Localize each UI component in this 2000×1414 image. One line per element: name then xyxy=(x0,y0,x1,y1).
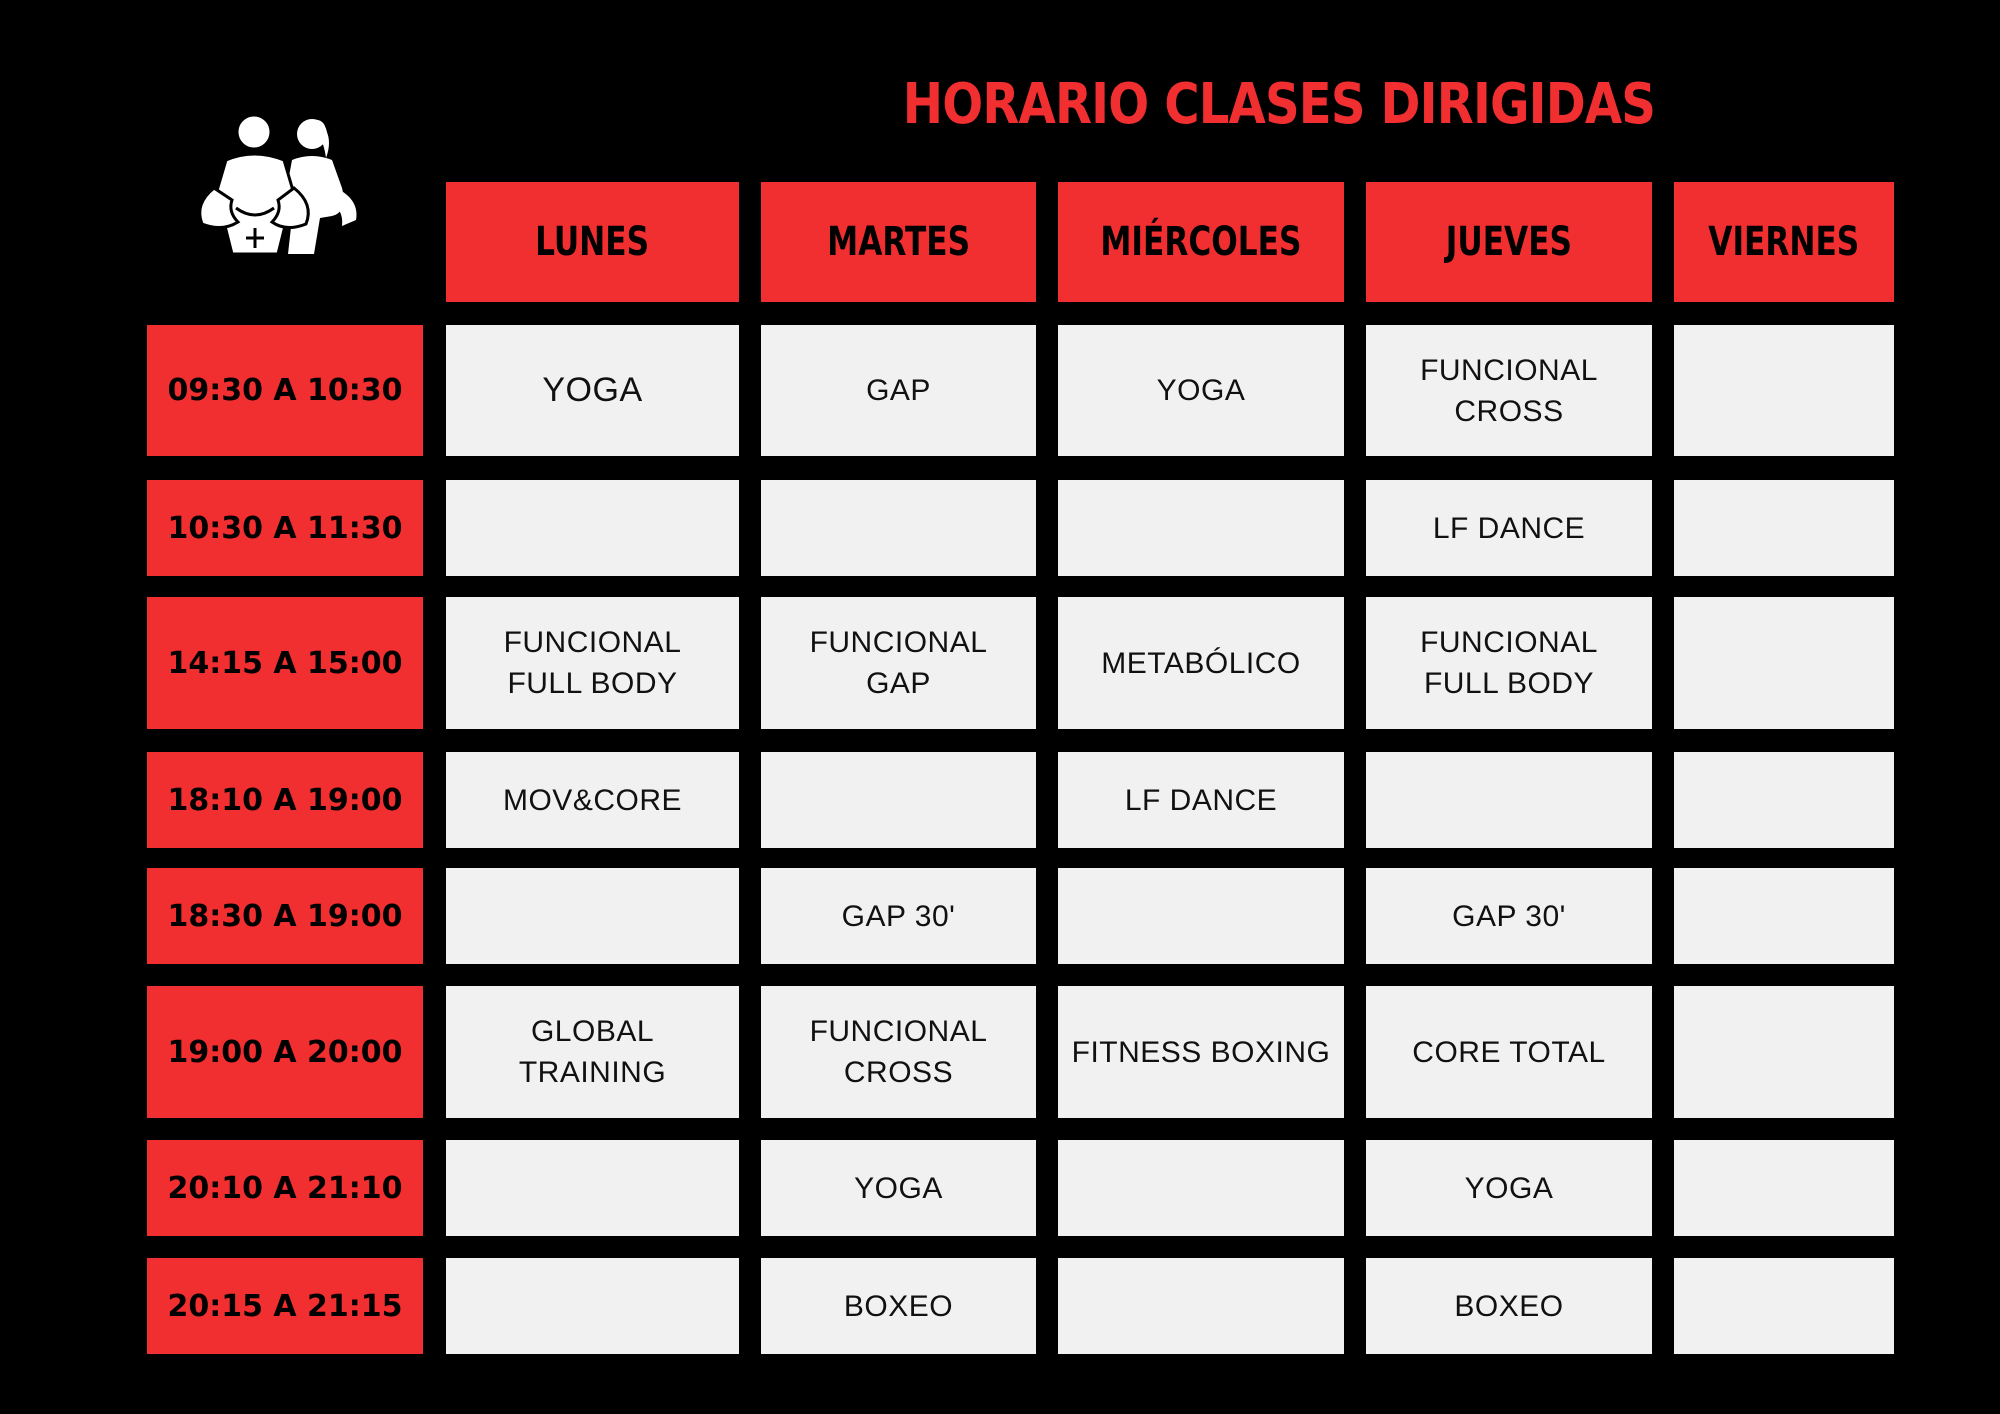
class-cell-martes xyxy=(761,480,1036,576)
class-cell-lunes xyxy=(446,1258,739,1354)
day-header-label: MARTES xyxy=(827,219,970,265)
class-cell-jueves: LF DANCE xyxy=(1366,480,1652,576)
class-cell-lunes xyxy=(446,480,739,576)
class-cell-lunes: YOGA xyxy=(446,325,739,456)
class-cell-jueves xyxy=(1366,752,1652,848)
class-cell-jueves: GAP 30' xyxy=(1366,868,1652,964)
time-slot-label: 14:15 A 15:00 xyxy=(147,597,423,729)
class-cell-jueves: BOXEO xyxy=(1366,1258,1652,1354)
class-cell-miercoles: METABÓLICO xyxy=(1058,597,1344,729)
class-cell-viernes xyxy=(1674,752,1894,848)
class-cell-viernes xyxy=(1674,325,1894,456)
day-header-jueves xyxy=(1366,182,1652,302)
day-header-label: LUNES xyxy=(535,219,650,265)
class-cell-martes: FUNCIONAL CROSS xyxy=(761,986,1036,1118)
class-cell-lunes xyxy=(446,1140,739,1236)
day-header-label: MIÉRCOLES xyxy=(1100,219,1302,265)
class-cell-lunes: MOV&CORE xyxy=(446,752,739,848)
class-cell-martes: GAP 30' xyxy=(761,868,1036,964)
class-cell-miercoles: YOGA xyxy=(1058,325,1344,456)
class-cell-miercoles: LF DANCE xyxy=(1058,752,1344,848)
class-cell-miercoles xyxy=(1058,868,1344,964)
day-header-miercoles xyxy=(1058,182,1344,302)
class-cell-viernes xyxy=(1674,597,1894,729)
class-cell-martes xyxy=(761,752,1036,848)
day-header-label: VIERNES xyxy=(1708,219,1860,265)
time-slot-label: 09:30 A 10:30 xyxy=(147,325,423,456)
fitness-couple-logo-icon xyxy=(192,108,370,258)
class-cell-viernes xyxy=(1674,1258,1894,1354)
class-cell-viernes xyxy=(1674,868,1894,964)
day-header-label: JUEVES xyxy=(1445,219,1573,265)
day-header-lunes xyxy=(446,182,739,302)
day-header-viernes xyxy=(1674,182,1894,302)
time-slot-label: 18:10 A 19:00 xyxy=(147,752,423,848)
day-header-martes xyxy=(761,182,1036,302)
class-cell-jueves: FUNCIONAL CROSS xyxy=(1366,325,1652,456)
page-title: HORARIO CLASES DIRIGIDAS xyxy=(902,72,1656,137)
class-cell-jueves: CORE TOTAL xyxy=(1366,986,1652,1118)
time-slot-label: 19:00 A 20:00 xyxy=(147,986,423,1118)
class-cell-martes: GAP xyxy=(761,325,1036,456)
class-cell-jueves: YOGA xyxy=(1366,1140,1652,1236)
time-slot-label: 10:30 A 11:30 xyxy=(147,480,423,576)
class-cell-miercoles: FITNESS BOXING xyxy=(1058,986,1344,1118)
class-cell-martes: YOGA xyxy=(761,1140,1036,1236)
class-cell-viernes xyxy=(1674,1140,1894,1236)
class-cell-miercoles xyxy=(1058,480,1344,576)
class-cell-lunes: GLOBAL TRAINING xyxy=(446,986,739,1118)
class-cell-martes: FUNCIONAL GAP xyxy=(761,597,1036,729)
time-slot-label: 20:15 A 21:15 xyxy=(147,1258,423,1354)
class-cell-lunes xyxy=(446,868,739,964)
class-cell-lunes: FUNCIONAL FULL BODY xyxy=(446,597,739,729)
class-cell-miercoles xyxy=(1058,1258,1344,1354)
class-cell-martes: BOXEO xyxy=(761,1258,1036,1354)
time-slot-label: 18:30 A 19:00 xyxy=(147,868,423,964)
time-slot-label: 20:10 A 21:10 xyxy=(147,1140,423,1236)
class-cell-jueves: FUNCIONAL FULL BODY xyxy=(1366,597,1652,729)
class-cell-viernes xyxy=(1674,480,1894,576)
class-cell-miercoles xyxy=(1058,1140,1344,1236)
class-cell-viernes xyxy=(1674,986,1894,1118)
